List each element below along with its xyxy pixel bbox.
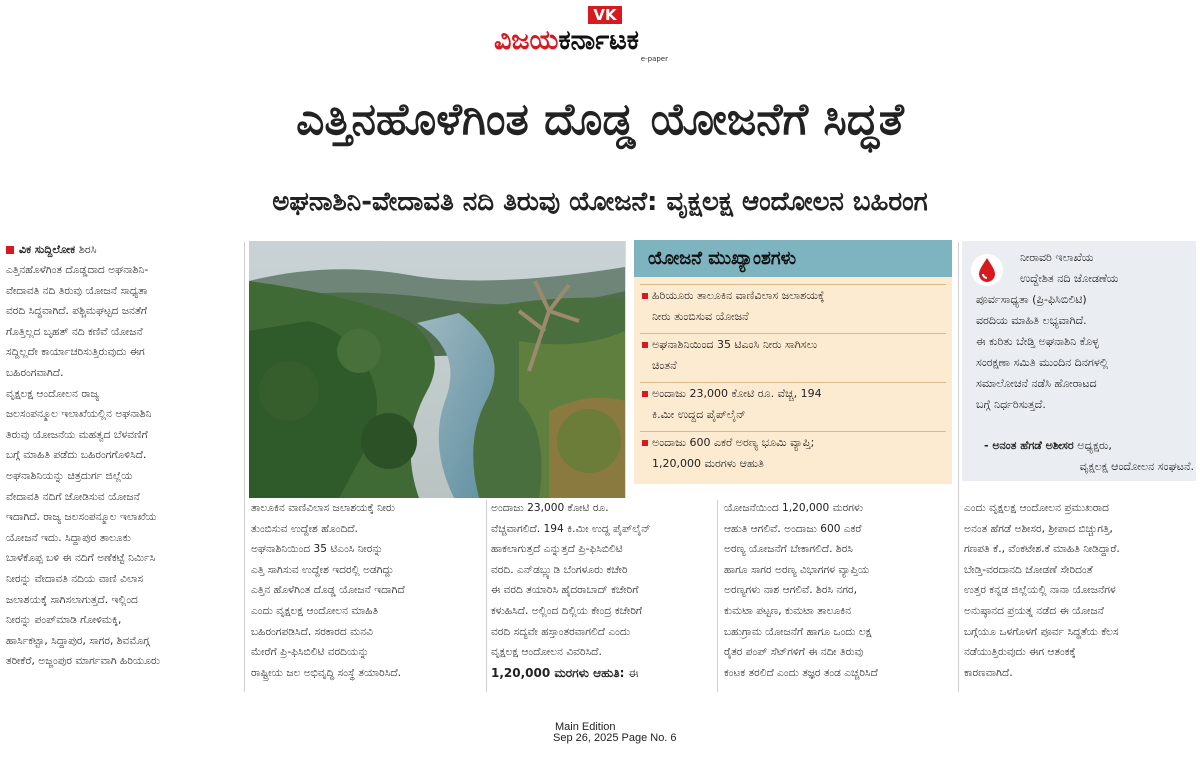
text-line: ಅಘನಾಶಿನಿಯನ್ನು ಚಿತ್ರದುರ್ಗ ಜಿಲ್ಲೆಯ: [6, 469, 133, 482]
column-3-subhead-tail: ಈ: [628, 665, 639, 680]
text-line: ಬೇಡ್ತಿ-ವರದಾನದಿ ಜೋಡಣೆ ಸೇರಿದಂತೆ: [964, 563, 1093, 576]
quote-line: ಸಂರಕ್ಷಣಾ ಸಮಿತಿ ಮುಂದಿನ ದಿನಗಳಲ್ಲಿ: [976, 356, 1109, 369]
text-line: ಉತ್ತರ ಕನ್ನಡ ಜಿಲ್ಲೆಯಲ್ಲಿ ನಾನಾ ಯೋಜನೆಗಳ: [964, 584, 1116, 597]
text-line: ಎತ್ತಿನ ಹೊಳೆಗಿಂತ ದೊಡ್ಡ ಯೋಜನೆ ಇದಾಗಿದೆ: [251, 584, 405, 597]
quote-box: [962, 241, 1196, 481]
column-divider: [244, 242, 245, 692]
text-line: ವರದಿ ಸದ್ಯವೇ ಹಸ್ತಾಂತರವಾಗಲಿದೆ ಎಂದು: [491, 625, 631, 638]
photo-illustration: [249, 241, 625, 498]
text-line: ತರೀಕೆರೆ, ಅಜ್ಜಂಪುರ ಮಾರ್ಗವಾಗಿ ಹಿರಿಯೂರು: [6, 655, 161, 668]
bullet-icon: [642, 391, 648, 397]
highlight-item: [640, 284, 946, 327]
page-headline: ಎತ್ತಿನಹೊಳೆಗಿಂತ ದೊಡ್ಡ ಯೋಜನೆಗೆ ಸಿದ್ಧತೆ: [296, 94, 904, 145]
text-line: ಬಹುಗ್ರಾಮ ಯೋಜನೆಗೆ ಹಾಗೂ ಒಂದು ಲಕ್ಷ: [724, 625, 872, 638]
article-column-2: [251, 498, 481, 683]
text-line: ಯೋಜನೆಯಿಂದ 1,20,000 ಮರಗಳು: [724, 502, 864, 514]
text-line: ವೃಕ್ಷಲಕ್ಷ ಆಂದೋಲನ ವಿವರಿಸಿದೆ.: [491, 646, 602, 659]
highlight-line: ಅಘನಾಶಿನಿಯಿಂದ 35 ಟಿಎಂಸಿ ನೀರು ಸಾಗಿಸಲು: [652, 338, 818, 351]
column-5-body: [964, 498, 1194, 683]
byline-place: ಶಿರಸಿ: [78, 243, 97, 256]
highlight-line: ಅಂದಾಜು 23,000 ಕೋಟಿ ರೂ. ವೆಚ್ಚ, 194: [652, 387, 822, 400]
byline-marker-icon: [6, 246, 14, 254]
quote-author-role: ಅಧ್ಯಕ್ಷರು,: [1077, 439, 1112, 452]
text-line: ಎಂದು ವೃಕ್ಷಲಕ್ಷ ಆಂದೋಲನ ಮಾಹಿತಿ: [251, 604, 379, 617]
quote-author: - ಅನಂತ ಹೆಗಡೆ ಅಶೀಸರ: [984, 439, 1074, 452]
column-1-body: [6, 260, 240, 672]
highlight-line: ಅಂದಾಜು 600 ಎಕರೆ ಅರಣ್ಯ ಭೂಮಿ ವ್ಯಾಪ್ತಿ;: [652, 436, 815, 449]
logo-badge: VK: [588, 6, 622, 24]
highlight-line: ನೀರು ತುಂಬಿಸುವ ಯೋಜನೆ: [652, 310, 749, 323]
quote-line: ವರದಿಯ ಮಾಹಿತಿ ಲಭ್ಯವಾಗಿದೆ.: [976, 314, 1087, 327]
column-4-body: [724, 498, 954, 683]
quote-author-line: [984, 435, 1194, 457]
logo-subtitle: e-paper: [640, 55, 668, 63]
text-line: ವೆಚ್ಚವಾಗಲಿದೆ. 194 ಕಿ.ಮೀ ಉದ್ದ ಪೈಪ್‌ಲೈನ್: [491, 522, 651, 535]
text-line: ಯೋಜನೆ ಇದು. ಸಿದ್ದಾಪುರ ತಾಲೂಕು: [6, 531, 131, 544]
highlights-title: ಯೋಜನೆ ಮುಖ್ಯಾಂಶಗಳು: [634, 240, 952, 277]
text-line: ಅಘನಾಶಿನಿಯಿಂದ 35 ಟಿಎಂಸಿ ನೀರನ್ನು: [251, 543, 384, 556]
logo-part1: ವಿಜಯ: [494, 25, 559, 56]
masthead-logo[interactable]: [494, 4, 706, 62]
article-column-1: [6, 240, 240, 672]
highlight-line: ಹಿರಿಯೂರು ತಾಲೂಕಿನ ವಾಣಿವಿಲಾಸ ಜಲಾಶಯಕ್ಕೆ: [652, 289, 825, 302]
page-footer: [553, 722, 677, 744]
text-line: ವೇದಾವತಿ ನದಿಗೆ ಜೋಡಿಸುವ ಯೋಜನೆ: [6, 490, 140, 503]
text-line: ರಾಷ್ಟ್ರೀಯ ಜಲ ಅಭಿವೃದ್ಧಿ ಸಂಸ್ಥೆ ತಯಾರಿಸಿದೆ.: [251, 666, 401, 679]
text-line: ಹಾಕಲಾಗುತ್ತದೆ ಎನ್ನುತ್ತದೆ ಪ್ರಿ-ಫಿಸಿಬಿಲಿಟಿ: [491, 543, 623, 556]
text-line: ವರದಿ ಸಿದ್ಧವಾಗಿದೆ. ಪಶ್ಚಿಮಘಟ್ಟದ ಜನತೆಗೆ: [6, 305, 148, 318]
text-line: ಎತ್ತಿ ಸಾಗಿಸುವ ಉದ್ದೇಶ ಇದರಲ್ಲಿ ಅಡಗಿದ್ದು: [251, 563, 394, 576]
text-line: ಕಂಟಕ ತರಲಿದೆ ಎಂದು ತಜ್ಞರ ತಂಡ ಎಚ್ಚರಿಸಿದೆ: [724, 666, 878, 679]
text-line: ತಾಲೂಕಿನ ವಾಣಿವಿಲಾಸ ಜಲಾಶಯಕ್ಕೆ ನೀರು: [251, 502, 396, 514]
text-line: ನೀರನ್ನು ವೇದಾವತಿ ನದಿಯ ವಾಣಿ ವಿಲಾಸ: [6, 572, 144, 585]
quote-line: ಈ ಕುರಿತು ಬೇಡ್ತಿ ಅಘನಾಶಿನಿ ಕೊಳ್ಳ: [976, 335, 1099, 348]
text-line: ಅರಣ್ಯ ಯೋಜನೆಗೆ ಬೇಕಾಗಲಿದೆ. ಶಿರಸಿ: [724, 543, 853, 556]
highlight-line: 1,20,000 ಮರಗಳು ಆಹುತಿ: [652, 457, 764, 470]
text-line: ಅಂದಾಜು 23,000 ಕೋಟಿ ರೂ.: [491, 502, 609, 514]
text-line: ನಡೆಯುತ್ತಿರುವುದು ಈಗ ಆತಂಕಕ್ಕೆ: [964, 646, 1076, 659]
column-3-body: [491, 498, 711, 663]
text-line: ವೇದಾವತಿ ನದಿ ತಿರುವು ಯೋಜನೆ ಸಾಧ್ಯತಾ: [6, 284, 148, 297]
text-line: ಜಲಸಂಪನ್ಮೂಲ ಇಲಾಖೆಯಲ್ಲಿನ ಅಘನಾಶಿನಿ: [6, 408, 152, 421]
logo-wordmark: [494, 26, 706, 56]
text-line: ಸದ್ದಿಲ್ಲದೇ ಕಾರ್ಯಾಚರಿಸುತ್ತಿರುವುದು ಈಗ: [6, 346, 145, 359]
text-line: ಹಾರ್ಸಿಕಟ್ಟಾ, ಸಿದ್ದಾಪುರ, ಸಾಗರ, ಶಿವಮೊಗ್ಗ: [6, 634, 150, 647]
text-line: ಇದಾಗಿದೆ. ರಾಜ್ಯ ಜಲಸಂಪನ್ಮೂಲ ಇಲಾಖೆಯ: [6, 511, 157, 524]
byline-source: ವಿಕ ಸುದ್ದಿಲೋಕ: [19, 243, 76, 256]
quote-line: ನೀರಾವರಿ ಇಲಾಖೆಯ: [1020, 251, 1094, 264]
highlight-line: ಕಿ.ಮೀ ಉದ್ದದ ಪೈಪ್‌ಲೈನ್: [652, 408, 746, 421]
bullet-icon: [642, 293, 648, 299]
text-line: ವರದಿ. ಎನ್‌ಡಬ್ಲ್ಯುಡಿ ಬೆಂಗಳೂರು ಕಚೇರಿ: [491, 563, 628, 576]
text-line: ಬಾಳೆಕೊಪ್ಪ ಬಳಿ ಈ ನದಿಗೆ ಅಣೆಕಟ್ಟೆ ನಿರ್ಮಿಸಿ: [6, 552, 156, 565]
column-2-body: [251, 498, 481, 683]
text-line: ಎಂದು ವೃಕ್ಷಲಕ್ಷ ಆಂದೋಲನ ಪ್ರಮುಖರಾದ: [964, 502, 1109, 514]
highlight-line: ಚಿಂತನೆ: [652, 359, 677, 372]
text-line: ತಿರುವು ಯೋಜನೆಯ ಮಹತ್ವದ ಬೆಳವಣಿಗೆ: [6, 428, 148, 441]
text-line: ಬಹಿರಂಗಪಡಿಸಿದೆ. ಸರಕಾರದ ಮನವಿ: [251, 625, 373, 638]
text-line: ಗೊತ್ತಿಲ್ಲದ ಬೃಹತ್ ನದಿ ಕಣಿವೆ ಯೋಜನೆ: [6, 325, 143, 338]
column-3-subhead: 1,20,000 ಮರಗಳು ಆಹುತಿ:: [491, 665, 625, 680]
text-line: ಗಣಪತಿ ಕೆ., ವೆಂಕಟೇಶ.ಕೆ ಮಾಹಿತಿ ನೀಡಿದ್ದಾರೆ.: [964, 543, 1120, 556]
text-line: ಅನುಷ್ಠಾನದ ಪ್ರಯತ್ನ ನಡೆದ ಈ ಯೋಜನೆ: [964, 604, 1104, 617]
text-line: ಹಾಗೂ ಸಾಗರ ಅರಣ್ಯ ವಿಭಾಗಗಳ ವ್ಯಾಪ್ತಿಯ: [724, 563, 870, 576]
river-valley-photo: [249, 241, 626, 498]
quote-line: ಬಗ್ಗೆ ನಿರ್ಧರಿಸುತ್ತದೆ.: [976, 398, 1046, 411]
text-line: ಕುಮಟಾ ಪಟ್ಟಣ, ಕುಮಟಾ ತಾಲೂಕಿನ: [724, 604, 852, 617]
highlight-item: [640, 431, 946, 474]
page-subheadline: ಅಘನಾಶಿನಿ-ವೇದಾವತಿ ನದಿ ತಿರುವು ಯೋಜನೆ: ವೃಕ್ಷಲಕ್ಷ ಆಂದೋಲನ ಬಹಿರಂಗ: [272, 187, 928, 217]
quote-line: ಪೂರ್ವಸಾಧ್ಯತಾ (ಪ್ರಿ-ಫಿಸಿಬಿಲಿಟಿ): [976, 293, 1087, 306]
text-line: ತುಂಬಿಸುವ ಉದ್ದೇಶ ಹೊಂದಿದೆ.: [251, 522, 358, 535]
text-line: ಆಹುತಿ ಆಗಲಿವೆ. ಅಂದಾಜು 600 ಎಕರೆ: [724, 522, 862, 535]
bullet-icon: [642, 342, 648, 348]
text-line: ಕಳುಹಿಸಿದೆ. ಅಲ್ಲಿಂದ ದಿಲ್ಲಿಯ ಕೇಂದ್ರ ಕಚೇರಿಗೆ: [491, 604, 643, 617]
column-divider: [486, 500, 487, 692]
column-divider: [717, 500, 718, 692]
text-line: ಈ ವರದಿ ತಯಾರಿಸಿ ಹೈದರಾಬಾದ್ ಕಚೇರಿಗೆ: [491, 584, 639, 597]
highlights-box: [634, 240, 952, 484]
article-column-5: [964, 498, 1194, 683]
text-line: ಕಾರಣವಾಗಿದೆ.: [964, 666, 1013, 679]
water-drop-icon: [970, 253, 1004, 287]
text-line: ಅನಂತ ಹೆಗಡೆ ಅಶೀಸರ, ಶ್ರೀಪಾದ ಬಿಚ್ಚುಗತ್ತಿ,: [964, 522, 1113, 535]
text-line: ಜಲಾಶಯಕ್ಕೆ ಸಾಗಿಸಲಾಗುತ್ತದೆ. ಇಲ್ಲಿಂದ: [6, 593, 138, 606]
text-line: ರೈತರ ಪಂಪ್ ಸೆಟ್‌ಗಳಿಗೆ ಈ ನದೀ ತಿರುವು: [724, 646, 864, 659]
text-line: ಎತ್ತಿನಹೊಳೆಗಿಂತ ದೊಡ್ಡದಾದ ಅಘನಾಶಿನಿ-: [6, 264, 149, 276]
text-line: ಬಗ್ಗೆ ಮಾಹಿತಿ ಪಡೆದು ಬಹಿರಂಗಗೊಳಿಸಿದೆ.: [6, 449, 147, 462]
article-column-3: [491, 498, 711, 683]
text-line: ಅರಣ್ಯಗಳು ನಾಶ ಆಗಲಿವೆ. ಶಿರಸಿ ನಗರ,: [724, 584, 858, 597]
logo-part2: ಕರ್ನಾಟಕ: [558, 25, 639, 56]
highlight-item: [640, 382, 946, 425]
text-line: ಬಹಿರಂಗವಾಗಿದೆ.: [6, 366, 64, 379]
quote-line: ಸಮಾಲೋಚನೆ ನಡೆಸಿ ಹೋರಾಟದ: [976, 377, 1097, 390]
highlight-item: [640, 333, 946, 376]
quote-line: ಉದ್ದೇಶಿತ ನದಿ ಜೋಡಣೆಯ: [1020, 272, 1119, 285]
text-line: ಬಗ್ಗೆಯೂ ಒಳಗೊಳಗೆ ಪೂರ್ವ ಸಿದ್ಧತೆಯ ಕೆಲಸ: [964, 625, 1119, 638]
date-page-label: Sep 26, 2025 Page No. 6: [553, 732, 677, 744]
edition-label: Main Edition: [555, 721, 616, 733]
quote-author-org: ವೃಕ್ಷಲಕ್ಷ ಆಂದೋಲನ ಸಂಘಟನೆ.: [1079, 460, 1194, 473]
text-line: ನೀರನ್ನು ಪಂಪ್‌ಮಾಡಿ ಗೋಳಿಮಕ್ಕಿ,: [6, 614, 122, 627]
text-line: ಮೇರೆಗೆ ಪ್ರಿ-ಫಿಸಿಬಿಲಿಟಿ ವರದಿಯನ್ನು: [251, 646, 370, 659]
column-3-subhead-line: [491, 663, 711, 684]
bullet-icon: [642, 440, 648, 446]
column-divider: [958, 242, 959, 692]
text-line: ವೃಕ್ಷಲಕ್ಷ ಆಂದೋಲನ ರಾಜ್ಯ: [6, 387, 100, 400]
byline: [6, 240, 240, 260]
article-column-4: [724, 498, 954, 683]
